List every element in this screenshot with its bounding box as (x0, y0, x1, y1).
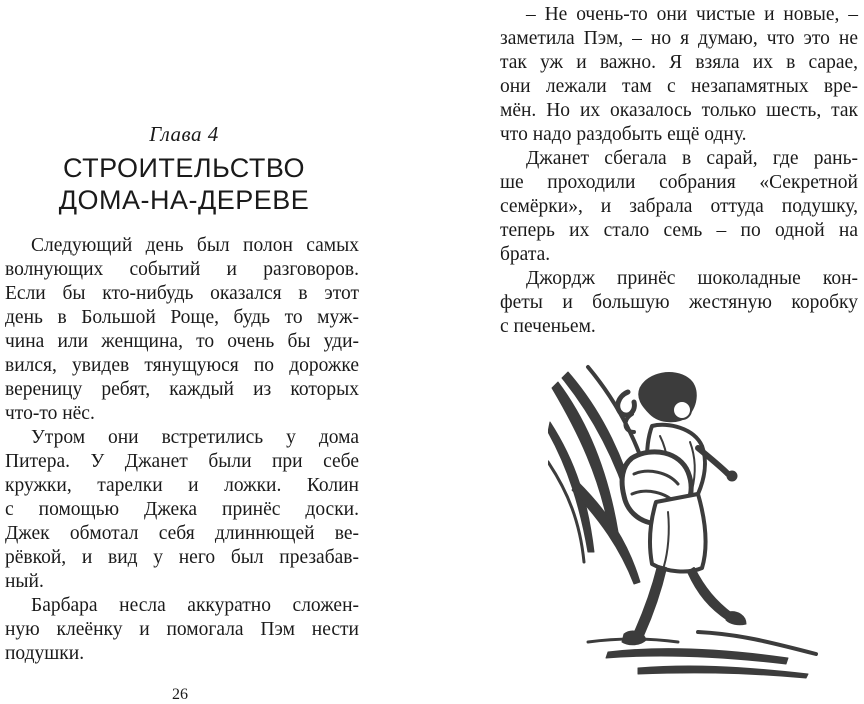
text-line: они лежали там с незапамятных вре- (500, 76, 858, 97)
girl-carrying-cushions-illustration (548, 362, 820, 680)
chapter-title-line: ДОМА-НА-ДЕРЕВЕ (58, 185, 310, 215)
text-line: Джордж принёс шоколадные кон- (526, 268, 858, 289)
text-line: Джек обмотал себя длиннющей ве- (5, 523, 359, 544)
text-line: Следующий день был полон самых (31, 235, 359, 256)
left-page (0, 0, 432, 703)
chapter-number: Глава 4 (149, 122, 219, 146)
text-line: мён. Но их оказалось только шесть, так (500, 100, 858, 121)
text-line: брата. (500, 244, 551, 265)
text-line: чина или женщина, то очень бы уди- (5, 331, 359, 352)
text-line: что надо раздобыть ещё одну. (500, 124, 747, 145)
page-number: 26 (172, 686, 188, 703)
text-line: Утром они встретились у дома (31, 427, 359, 448)
text-line: рёвкой, и вид у него был презабав- (5, 547, 359, 568)
text-line: с помощью Джека принёс доски. (5, 499, 359, 520)
text-line: день в Большой Роще, будь то муж- (5, 307, 359, 328)
text-line: феты и большую жестяную коробку (500, 292, 858, 313)
text-line: Если бы кто-нибудь оказался в этот (5, 283, 359, 304)
text-line: волнующих событий и разговоров. (5, 259, 359, 280)
text-line: вереницу ребят, каждый из которых (5, 379, 359, 400)
text-line: Барбара несла аккуратно сложен- (31, 595, 359, 616)
text-line: с печеньем. (500, 316, 596, 337)
text-line: заметила Пэм, – но я думаю, что это не (500, 28, 858, 49)
text-line: подушки. (5, 643, 85, 664)
text-line: вился, увидев тянущуюся по дорожке (5, 355, 359, 376)
text-line: что-то нёс. (5, 403, 95, 424)
text-line: семёрки», и забрала оттуда подушку, (500, 196, 858, 217)
text-line: теперь их стало семь – по одной на (500, 220, 858, 241)
text-line: Джанет сбегала в сарай, где рань- (526, 148, 858, 169)
text-line: ный. (5, 571, 44, 592)
text-line: Питера. У Джанет были при себе (5, 451, 359, 472)
right-body-text (500, 3, 858, 339)
text-line: кружки, тарелки и ложки. Колин (5, 475, 359, 496)
text-line: ную клеёнку и помогала Пэм нести (5, 619, 359, 640)
chapter-title (4, 152, 364, 216)
text-line: ше проходили собрания «Секретной (500, 172, 858, 193)
chapter-title-line: СТРОИТЕЛЬСТВО (63, 153, 305, 183)
text-line: – Не очень-то они чистые и новые, – (526, 4, 858, 25)
text-line: так уж и важно. Я взяла их в сарае, (500, 52, 858, 73)
left-body-text (5, 234, 359, 666)
